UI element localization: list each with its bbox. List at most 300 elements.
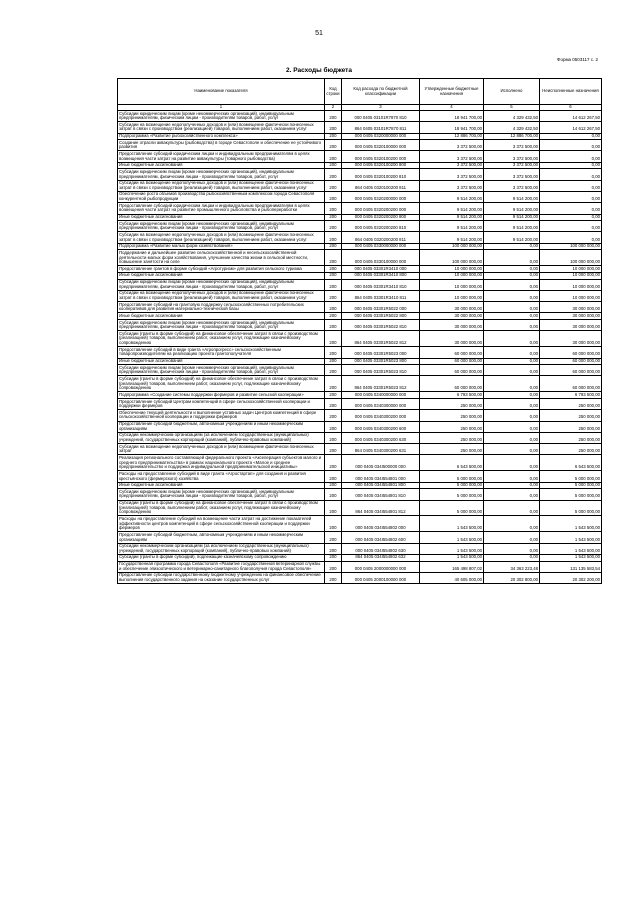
row-unexecuted-cell: 250 000,00 bbox=[540, 432, 602, 443]
row-name-cell: Субсидии на возмещение недополученных доходов и (или) возмещение фактически понесенных затрат в связи с производством (реализацией) товаров, выполнением работ, оказанием услуг bbox=[118, 122, 325, 133]
row-approved-cell: 60 000 000,00 bbox=[420, 376, 484, 392]
row-unexecuted-cell: 14 612 267,50 bbox=[540, 122, 602, 133]
row-executed-cell: 9 514 200,00 bbox=[484, 191, 540, 202]
row-line-code-cell: 200 bbox=[325, 532, 342, 543]
row-line-code-cell: 200 bbox=[325, 302, 342, 313]
row-line-code-cell: 200 bbox=[325, 471, 342, 482]
row-name-cell: Субсидии на возмещение недополученных доходов и (или) возмещение фактически понесенных затрат в связи с производством (реализацией) товаров, выполнением работ, оказанием услуг bbox=[118, 180, 325, 191]
row-approved-cell: 60 000 000,00 bbox=[420, 358, 484, 365]
row-unexecuted-cell: 10 000 000,00 bbox=[540, 266, 602, 273]
row-budget-code-cell: 000 0405 034I554802 600 bbox=[342, 532, 420, 543]
row-name-cell: Субсидии юридическим лицам (кроме некоммерческих организаций), индивидуальным предпринимателям, физическим лицам - производителям товаров, работ, услуг bbox=[118, 365, 325, 376]
row-line-code-cell: 200 bbox=[325, 455, 342, 471]
row-budget-code-cell: 000 0405 034I500000 000 bbox=[342, 455, 420, 471]
row-unexecuted-cell: 5 000 000,00 bbox=[540, 500, 602, 516]
row-budget-code-cell: 864 0405 034I554801 812 bbox=[342, 500, 420, 516]
row-unexecuted-cell: 1 543 500,00 bbox=[540, 554, 602, 561]
row-approved-cell: 30 000 000,00 bbox=[420, 331, 484, 347]
row-budget-code-cell: 000 0405 0340000000 000 bbox=[342, 392, 420, 399]
row-name-cell: Иные бюджетные ассигнования bbox=[118, 313, 325, 320]
row-line-code-cell: 200 bbox=[325, 358, 342, 365]
table-row bbox=[118, 290, 602, 301]
row-approved-cell: 30 000 000,00 bbox=[420, 302, 484, 313]
row-approved-cell: 3 372 500,00 bbox=[420, 180, 484, 191]
row-approved-cell: 100 000 000,00 bbox=[420, 243, 484, 250]
table-row bbox=[118, 358, 602, 365]
row-executed-cell: 0,00 bbox=[484, 358, 540, 365]
row-line-code-cell: 200 bbox=[325, 243, 342, 250]
row-budget-code-cell: 000 0405 03301R5022 810 bbox=[342, 320, 420, 331]
row-line-code-cell: 200 bbox=[325, 203, 342, 214]
row-budget-code-cell: 000 0405 2000100000 000 bbox=[342, 572, 420, 583]
row-approved-cell: 12 886 700,00 bbox=[420, 133, 484, 140]
table-row bbox=[118, 347, 602, 358]
row-budget-code-cell: 000 0405 03101R7870 810 bbox=[342, 111, 420, 122]
row-line-code-cell: 200 bbox=[325, 376, 342, 392]
column-header-line-code: Код строки bbox=[325, 79, 342, 105]
table-row bbox=[118, 279, 602, 290]
row-approved-cell: 3 372 500,00 bbox=[420, 162, 484, 169]
row-executed-cell: 0,00 bbox=[484, 489, 540, 500]
table-row bbox=[118, 140, 602, 151]
row-unexecuted-cell: 0,00 bbox=[540, 140, 602, 151]
row-approved-cell: 10 000 000,00 bbox=[420, 290, 484, 301]
row-executed-cell: 0,00 bbox=[484, 302, 540, 313]
row-budget-code-cell: 000 0405 0320200200 800 bbox=[342, 214, 420, 221]
row-unexecuted-cell: 0,00 bbox=[540, 151, 602, 162]
table-row bbox=[118, 232, 602, 243]
row-executed-cell: 12 886 700,00 bbox=[484, 133, 540, 140]
row-line-code-cell: 200 bbox=[325, 432, 342, 443]
row-budget-code-cell: 000 0405 0320100000 000 bbox=[342, 140, 420, 151]
row-executed-cell: 3 372 500,00 bbox=[484, 169, 540, 180]
table-row bbox=[118, 444, 602, 455]
row-budget-code-cell: 000 0405 03301R5023 800 bbox=[342, 358, 420, 365]
row-approved-cell: 9 514 200,00 bbox=[420, 221, 484, 232]
row-unexecuted-cell: 60 000 000,00 bbox=[540, 347, 602, 358]
row-line-code-cell: 200 bbox=[325, 482, 342, 489]
row-line-code-cell: 200 bbox=[325, 500, 342, 516]
table-row bbox=[118, 221, 602, 232]
table-row bbox=[118, 313, 602, 320]
row-line-code-cell: 200 bbox=[325, 320, 342, 331]
row-line-code-cell: 200 bbox=[325, 221, 342, 232]
row-unexecuted-cell: 60 000 000,00 bbox=[540, 358, 602, 365]
row-line-code-cell: 200 bbox=[325, 392, 342, 399]
row-name-cell: Субсидии некоммерческим организациям (за исключением государственных (муниципальных) учреждений, государственных корпораций (компаний), публично-правовых компаний) bbox=[118, 432, 325, 443]
row-budget-code-cell: 000 0405 034I554801 800 bbox=[342, 482, 420, 489]
row-name-cell: Подпрограмма «Развитие малых форм хозяйствования» bbox=[118, 243, 325, 250]
row-name-cell: Предоставление субсидий бюджетным, автономным учреждениям и иным некоммерческим организациям bbox=[118, 421, 325, 432]
column-number: 3 bbox=[342, 105, 420, 111]
row-executed-cell: 0,00 bbox=[484, 290, 540, 301]
row-name-cell: Расходы на предоставление субсидий в виде гранта «Агростартап» для создания и развития крестьянского (фермерского) хозяйства bbox=[118, 471, 325, 482]
row-executed-cell: 0,00 bbox=[484, 279, 540, 290]
row-approved-cell: 250 000,00 bbox=[420, 432, 484, 443]
row-approved-cell: 1 543 500,00 bbox=[420, 532, 484, 543]
row-name-cell: Расходы на предоставление субсидий на возмещение части затрат на достижение показателей эффективности центров компетенций в сфере сельскохозяйственной кооперации и поддержки фермеров bbox=[118, 516, 325, 532]
row-line-code-cell: 200 bbox=[325, 162, 342, 169]
row-executed-cell: 0,00 bbox=[484, 243, 540, 250]
row-budget-code-cell: 864 0405 03101R7870 811 bbox=[342, 122, 420, 133]
row-unexecuted-cell: 0,00 bbox=[540, 133, 602, 140]
row-line-code-cell: 200 bbox=[325, 180, 342, 191]
table-row bbox=[118, 151, 602, 162]
row-executed-cell: 0,00 bbox=[484, 266, 540, 273]
row-budget-code-cell: 000 0405 03301R5022 000 bbox=[342, 302, 420, 313]
row-approved-cell: 3 372 500,00 bbox=[420, 140, 484, 151]
expenses-table bbox=[117, 78, 602, 584]
row-executed-cell: 34 363 223,48 bbox=[484, 561, 540, 572]
column-number: 5 bbox=[484, 105, 540, 111]
row-unexecuted-cell: 5 000 000,00 bbox=[540, 482, 602, 489]
column-number: 6 bbox=[540, 105, 602, 111]
row-line-code-cell: 200 bbox=[325, 347, 342, 358]
row-budget-code-cell: 864 0405 0340300200 631 bbox=[342, 444, 420, 455]
table-row bbox=[118, 471, 602, 482]
row-executed-cell: 0,00 bbox=[484, 272, 540, 279]
row-name-cell: Иные бюджетные ассигнования bbox=[118, 358, 325, 365]
row-unexecuted-cell: 10 000 000,00 bbox=[540, 272, 602, 279]
row-budget-code-cell: 000 0405 034I554802 000 bbox=[342, 516, 420, 532]
row-name-cell: Субсидии юридическим лицам (кроме некоммерческих организаций), индивидуальным предпринимателям, физическим лицам - производителям товаров, работ, услуг bbox=[118, 169, 325, 180]
row-line-code-cell: 200 bbox=[325, 444, 342, 455]
row-line-code-cell: 200 bbox=[325, 290, 342, 301]
row-name-cell: Реализация регионального составляющей федерального проекта «Акселерация субъектов малого и среднего предпринимательства» в рамках национального проекта «Малое и среднее предпринимательство и поддержка индивидуальной предпринимательской инициативы» bbox=[118, 455, 325, 471]
row-unexecuted-cell: 1 543 500,00 bbox=[540, 516, 602, 532]
row-approved-cell: 30 000 000,00 bbox=[420, 320, 484, 331]
row-budget-code-cell: 864 0405 0320200200 811 bbox=[342, 232, 420, 243]
column-header-approved: Утвержденные бюджетные назначения bbox=[420, 79, 484, 105]
row-unexecuted-cell: 0,00 bbox=[540, 203, 602, 214]
row-budget-code-cell: 000 0405 03301R5023 810 bbox=[342, 365, 420, 376]
row-unexecuted-cell: 0,00 bbox=[540, 180, 602, 191]
table-row bbox=[118, 320, 602, 331]
row-approved-cell: 18 941 700,00 bbox=[420, 122, 484, 133]
row-line-code-cell: 200 bbox=[325, 313, 342, 320]
row-budget-code-cell: 000 0405 0320100200 800 bbox=[342, 162, 420, 169]
table-row bbox=[118, 111, 602, 122]
row-line-code-cell: 200 bbox=[325, 140, 342, 151]
row-line-code-cell: 200 bbox=[325, 133, 342, 140]
table-row bbox=[118, 392, 602, 399]
row-unexecuted-cell: 14 612 267,50 bbox=[540, 111, 602, 122]
row-line-code-cell: 200 bbox=[325, 266, 342, 273]
row-line-code-cell: 200 bbox=[325, 489, 342, 500]
row-approved-cell: 3 372 500,00 bbox=[420, 169, 484, 180]
row-name-cell: Предоставление субсидий в виде гранта «Агропрогресс» сельскохозяйственным товаропроизводителям на реализацию проекта грантополучателя bbox=[118, 347, 325, 358]
row-name-cell: Субсидии юридическим лицам (кроме некоммерческих организаций), индивидуальным предпринимателям, физическим лицам - производителям товаров, работ, услуг bbox=[118, 489, 325, 500]
row-line-code-cell: 200 bbox=[325, 279, 342, 290]
table-header-row bbox=[118, 79, 602, 105]
row-budget-code-cell: 000 0405 034I554801 810 bbox=[342, 489, 420, 500]
row-budget-code-cell: 864 0405 03301R3410 811 bbox=[342, 290, 420, 301]
row-executed-cell: 3 372 500,00 bbox=[484, 180, 540, 191]
table-row bbox=[118, 133, 602, 140]
table-row bbox=[118, 169, 602, 180]
row-approved-cell: 10 000 000,00 bbox=[420, 266, 484, 273]
row-approved-cell: 60 000 000,00 bbox=[420, 365, 484, 376]
row-approved-cell: 5 000 000,00 bbox=[420, 489, 484, 500]
table-row bbox=[118, 376, 602, 392]
row-name-cell: Иные бюджетные ассигнования bbox=[118, 482, 325, 489]
column-header-unexecuted: Неисполненные назначения bbox=[540, 79, 602, 105]
table-row bbox=[118, 543, 602, 554]
row-unexecuted-cell: 20 302 200,00 bbox=[540, 572, 602, 583]
row-executed-cell: 0,00 bbox=[484, 444, 540, 455]
row-budget-code-cell: 000 0405 0320100200 810 bbox=[342, 169, 420, 180]
row-executed-cell: 0,00 bbox=[484, 516, 540, 532]
page-number: 51 bbox=[315, 30, 323, 37]
row-unexecuted-cell: 6 793 500,00 bbox=[540, 392, 602, 399]
table-row bbox=[118, 455, 602, 471]
row-approved-cell: 5 000 000,00 bbox=[420, 482, 484, 489]
row-line-code-cell: 200 bbox=[325, 214, 342, 221]
row-budget-code-cell: 000 0405 03301R3410 810 bbox=[342, 279, 420, 290]
column-number: 4 bbox=[420, 105, 484, 111]
row-unexecuted-cell: 30 000 000,00 bbox=[540, 331, 602, 347]
row-approved-cell: 100 000 000,00 bbox=[420, 250, 484, 266]
row-approved-cell: 6 793 500,00 bbox=[420, 392, 484, 399]
row-name-cell: Поддержание и дальнейшее развитие сельскохозяйственной и несельскохозяйственной деятельности малых форм хозяйствования, улучшение качества жизни в сельской местности, повышение занятости на селе bbox=[118, 250, 325, 266]
table-row bbox=[118, 266, 602, 273]
row-executed-cell: 3 372 500,00 bbox=[484, 151, 540, 162]
row-line-code-cell: 200 bbox=[325, 543, 342, 554]
row-unexecuted-cell: 100 000 000,00 bbox=[540, 250, 602, 266]
row-unexecuted-cell: 0,00 bbox=[540, 221, 602, 232]
table-row bbox=[118, 365, 602, 376]
row-budget-code-cell: 000 0405 0330100000 000 bbox=[342, 250, 420, 266]
row-name-cell: Предоставление субсидий на грантовую поддержку сельскохозяйственных потребительских кооперативов для развития материально-технической базы bbox=[118, 302, 325, 313]
row-executed-cell: 0,00 bbox=[484, 313, 540, 320]
row-executed-cell: 0,00 bbox=[484, 320, 540, 331]
table-row bbox=[118, 489, 602, 500]
row-name-cell: Предоставление субсидий юридическим лицам и индивидуальным предпринимателям в целях возмещения части затрат на развитие аквакультуры (товарного рыбоводства) bbox=[118, 151, 325, 162]
row-unexecuted-cell: 0,00 bbox=[540, 162, 602, 169]
row-executed-cell: 20 302 800,00 bbox=[484, 572, 540, 583]
table-row bbox=[118, 180, 602, 191]
row-name-cell: Государственная программа города Севастополя «Развитие государственной ветеринарной службы и обеспечение эпизоотического и ветеринарно-санитарного благополучия города Севастополя» bbox=[118, 561, 325, 572]
row-budget-code-cell: 000 0405 0320200000 000 bbox=[342, 191, 420, 202]
row-unexecuted-cell: 5 000 000,00 bbox=[540, 471, 602, 482]
row-name-cell: Субсидии (гранты в форме субсидий) на финансовое обеспечение затрат в связи с производством (реализацией) товаров, выполнением работ, оказанием услуг, подлежащие казначейскому сопровождению bbox=[118, 500, 325, 516]
row-executed-cell: 0,00 bbox=[484, 421, 540, 432]
row-unexecuted-cell: 131 135 583,54 bbox=[540, 561, 602, 572]
row-executed-cell: 9 514 200,00 bbox=[484, 221, 540, 232]
row-line-code-cell: 200 bbox=[325, 111, 342, 122]
row-line-code-cell: 200 bbox=[325, 554, 342, 561]
column-header-budget-code: Код расхода по бюджетной классификации bbox=[342, 79, 420, 105]
row-executed-cell: 3 372 500,00 bbox=[484, 140, 540, 151]
row-name-cell: Предоставление субсидии государственному бюджетному учреждению на финансовое обеспечение выполнения государственного задания на оказание государственных услуг bbox=[118, 572, 325, 583]
row-approved-cell: 250 000,00 bbox=[420, 421, 484, 432]
row-line-code-cell: 200 bbox=[325, 151, 342, 162]
row-approved-cell: 1 543 500,00 bbox=[420, 516, 484, 532]
row-budget-code-cell: 000 0405 0340300000 000 bbox=[342, 399, 420, 410]
row-approved-cell: 165 498 807,02 bbox=[420, 561, 484, 572]
row-executed-cell: 0,00 bbox=[484, 331, 540, 347]
row-executed-cell: 0,00 bbox=[484, 482, 540, 489]
row-name-cell: Субсидии на возмещение недополученных доходов и (или) возмещение фактически понесенных затрат в связи с производством (реализацией) товаров, выполнением работ, оказанием услуг bbox=[118, 290, 325, 301]
row-approved-cell: 5 000 000,00 bbox=[420, 471, 484, 482]
row-unexecuted-cell: 0,00 bbox=[540, 191, 602, 202]
row-executed-cell: 0,00 bbox=[484, 347, 540, 358]
column-number: 2 bbox=[325, 105, 342, 111]
row-approved-cell: 18 941 700,00 bbox=[420, 111, 484, 122]
form-code: Форма 0503117 с. 2 bbox=[557, 57, 598, 62]
row-executed-cell: 4 329 432,50 bbox=[484, 111, 540, 122]
row-line-code-cell: 200 bbox=[325, 572, 342, 583]
row-name-cell: Субсидии юридическим лицам (кроме некоммерческих организаций), индивидуальным предпринимателям, физическим лицам - производителям товаров, работ, услуг bbox=[118, 279, 325, 290]
row-name-cell: Предоставление грантов в форме субсидий «Агротуризм» для развития сельского туризма bbox=[118, 266, 325, 273]
row-budget-code-cell: 000 0405 0340300200 630 bbox=[342, 432, 420, 443]
table-row bbox=[118, 572, 602, 583]
table-row bbox=[118, 302, 602, 313]
row-name-cell: Обеспечение текущей деятельности и выполнение уставных задач Центров компетенций в сфере сельскохозяйственной кооперации и поддержки фермеров bbox=[118, 410, 325, 421]
table-row bbox=[118, 243, 602, 250]
row-budget-code-cell: 000 0405 2000000000 000 bbox=[342, 561, 420, 572]
row-budget-code-cell: 000 0405 0320200200 810 bbox=[342, 221, 420, 232]
row-unexecuted-cell: 60 000 000,00 bbox=[540, 376, 602, 392]
table-body bbox=[118, 111, 602, 584]
table-row bbox=[118, 561, 602, 572]
row-approved-cell: 9 514 200,00 bbox=[420, 191, 484, 202]
row-approved-cell: 1 543 500,00 bbox=[420, 543, 484, 554]
row-unexecuted-cell: 6 543 500,00 bbox=[540, 455, 602, 471]
section-title: 2. Расходы бюджета bbox=[286, 67, 352, 74]
row-line-code-cell: 200 bbox=[325, 399, 342, 410]
row-name-cell: Иные бюджетные ассигнования bbox=[118, 272, 325, 279]
row-unexecuted-cell: 250 000,00 bbox=[540, 399, 602, 410]
row-approved-cell: 10 000 000,00 bbox=[420, 272, 484, 279]
row-budget-code-cell: 000 0405 0340300200 600 bbox=[342, 421, 420, 432]
row-budget-code-cell: 000 0405 03301R3410 000 bbox=[342, 266, 420, 273]
row-unexecuted-cell: 5 000 000,00 bbox=[540, 489, 602, 500]
row-name-cell: Иные бюджетные ассигнования bbox=[118, 214, 325, 221]
row-unexecuted-cell: 250 000,00 bbox=[540, 444, 602, 455]
row-executed-cell: 0,00 bbox=[484, 455, 540, 471]
row-budget-code-cell: 000 0405 034I554801 000 bbox=[342, 471, 420, 482]
row-unexecuted-cell: 30 000 000,00 bbox=[540, 302, 602, 313]
row-approved-cell: 250 000,00 bbox=[420, 399, 484, 410]
row-unexecuted-cell: 0,00 bbox=[540, 214, 602, 221]
row-name-cell: Субсидии (гранты в форме субсидий), подлежащие казначейскому сопровождению bbox=[118, 554, 325, 561]
row-name-cell: Субсидии некоммерческим организациям (за исключением государственных (муниципальных) учреждений, государственных корпораций (компаний), публично-правовых компаний) bbox=[118, 543, 325, 554]
row-executed-cell: 0,00 bbox=[484, 500, 540, 516]
row-line-code-cell: 200 bbox=[325, 250, 342, 266]
row-approved-cell: 40 605 000,00 bbox=[420, 572, 484, 583]
row-name-cell: Субсидии (гранты в форме субсидий) на финансовое обеспечение затрат в связи с производством (реализацией) товаров, выполнением работ, оказанием услуг, подлежащие казначейскому сопровождению bbox=[118, 376, 325, 392]
row-unexecuted-cell: 0,00 bbox=[540, 169, 602, 180]
row-approved-cell: 9 514 200,00 bbox=[420, 203, 484, 214]
table-row bbox=[118, 250, 602, 266]
row-executed-cell: 0,00 bbox=[484, 399, 540, 410]
table-row bbox=[118, 516, 602, 532]
row-executed-cell: 0,00 bbox=[484, 554, 540, 561]
row-unexecuted-cell: 60 000 000,00 bbox=[540, 365, 602, 376]
table-row bbox=[118, 421, 602, 432]
row-name-cell: Субсидии на возмещение недополученных доходов и (или) возмещение фактически понесенных затрат в связи с производством (реализацией) товаров, выполнением работ, оказанием услуг bbox=[118, 232, 325, 243]
row-name-cell: Создание отрасли аквакультуры (рыбоводства) в городе Севастополе и обеспечение ее устойчивого развития bbox=[118, 140, 325, 151]
column-number: 1 bbox=[118, 105, 325, 111]
row-executed-cell: 0,00 bbox=[484, 250, 540, 266]
row-line-code-cell: 200 bbox=[325, 410, 342, 421]
row-budget-code-cell: 000 0405 03301R5023 000 bbox=[342, 347, 420, 358]
row-budget-code-cell: 000 0405 0320200200 000 bbox=[342, 203, 420, 214]
row-unexecuted-cell: 1 543 500,00 bbox=[540, 532, 602, 543]
row-budget-code-cell: 000 0405 0340300200 000 bbox=[342, 410, 420, 421]
row-approved-cell: 9 514 200,00 bbox=[420, 232, 484, 243]
table-row bbox=[118, 554, 602, 561]
row-line-code-cell: 200 bbox=[325, 421, 342, 432]
row-line-code-cell: 200 bbox=[325, 365, 342, 376]
row-name-cell: Предоставление субсидий юридическим лицам и индивидуальным предпринимателям в целях возмещения части затрат на развитие промышленного рыболовства и рыбопереработки bbox=[118, 203, 325, 214]
row-approved-cell: 60 000 000,00 bbox=[420, 347, 484, 358]
table-row bbox=[118, 272, 602, 279]
row-name-cell: Подпрограмма «Создание системы поддержки фермеров и развитие сельской кооперации» bbox=[118, 392, 325, 399]
row-budget-code-cell: 000 0405 03301R5022 800 bbox=[342, 313, 420, 320]
row-approved-cell: 6 543 500,00 bbox=[420, 455, 484, 471]
row-executed-cell: 0,00 bbox=[484, 471, 540, 482]
row-name-cell: Предоставление субсидий Центрам компетенций в сфере сельскохозяйственной кооперации и поддержки фермеров bbox=[118, 399, 325, 410]
row-budget-code-cell: 864 0405 03301R5022 812 bbox=[342, 331, 420, 347]
row-name-cell: Субсидии юридическим лицам (кроме некоммерческих организаций), индивидуальным предпринимателям, физическим лицам - производителям товаров, работ, услуг bbox=[118, 111, 325, 122]
row-name-cell: Иные бюджетные ассигнования bbox=[118, 162, 325, 169]
row-budget-code-cell: 864 0405 03301R5023 812 bbox=[342, 376, 420, 392]
row-executed-cell: 0,00 bbox=[484, 410, 540, 421]
row-budget-code-cell: 000 0405 0330000000 000 bbox=[342, 243, 420, 250]
row-executed-cell: 0,00 bbox=[484, 376, 540, 392]
row-line-code-cell: 200 bbox=[325, 122, 342, 133]
row-unexecuted-cell: 10 000 000,00 bbox=[540, 290, 602, 301]
row-line-code-cell: 200 bbox=[325, 169, 342, 180]
row-unexecuted-cell: 30 000 000,00 bbox=[540, 313, 602, 320]
row-executed-cell: 0,00 bbox=[484, 432, 540, 443]
row-executed-cell: 9 514 200,00 bbox=[484, 232, 540, 243]
table-row bbox=[118, 532, 602, 543]
table-row bbox=[118, 410, 602, 421]
row-unexecuted-cell: 250 000,00 bbox=[540, 410, 602, 421]
table-row bbox=[118, 500, 602, 516]
row-name-cell: Субсидии на возмещение недополученных доходов и (или) возмещение фактически понесенных затрат bbox=[118, 444, 325, 455]
row-unexecuted-cell: 10 000 000,00 bbox=[540, 279, 602, 290]
table-row bbox=[118, 214, 602, 221]
table-row bbox=[118, 162, 602, 169]
row-budget-code-cell: 000 0405 03301R3410 800 bbox=[342, 272, 420, 279]
column-header-executed: Исполнено bbox=[484, 79, 540, 105]
table-row bbox=[118, 432, 602, 443]
row-line-code-cell: 200 bbox=[325, 191, 342, 202]
row-name-cell: Субсидии юридическим лицам (кроме некоммерческих организаций), индивидуальным предпринимателям, физическим лицам - производителям товаров, работ, услуг bbox=[118, 221, 325, 232]
table-row bbox=[118, 203, 602, 214]
row-line-code-cell: 200 bbox=[325, 331, 342, 347]
row-budget-code-cell: 000 0405 0320000000 000 bbox=[342, 133, 420, 140]
row-name-cell: Субсидии (гранты в форме субсидий) на финансовое обеспечение затрат в связи с производством (реализацией) товаров, выполнением работ, оказанием услуг, подлежащие казначейскому сопровождению bbox=[118, 331, 325, 347]
row-executed-cell: 4 329 432,50 bbox=[484, 122, 540, 133]
row-approved-cell: 5 000 000,00 bbox=[420, 500, 484, 516]
row-approved-cell: 10 000 000,00 bbox=[420, 279, 484, 290]
row-approved-cell: 30 000 000,00 bbox=[420, 313, 484, 320]
row-name-cell: Субсидии юридическим лицам (кроме некоммерческих организаций), индивидуальным предпринимателям, физическим лицам - производителям товаров, работ, услуг bbox=[118, 320, 325, 331]
table-row bbox=[118, 191, 602, 202]
row-approved-cell: 3 372 500,00 bbox=[420, 151, 484, 162]
row-line-code-cell: 200 bbox=[325, 561, 342, 572]
row-name-cell: Обеспечение роста объемов производства рыбохозяйственным комплексом города Севастополя конкурентной рыбопродукции bbox=[118, 191, 325, 202]
row-executed-cell: 0,00 bbox=[484, 392, 540, 399]
row-unexecuted-cell: 1 543 500,00 bbox=[540, 543, 602, 554]
row-executed-cell: 0,00 bbox=[484, 543, 540, 554]
row-executed-cell: 0,00 bbox=[484, 532, 540, 543]
